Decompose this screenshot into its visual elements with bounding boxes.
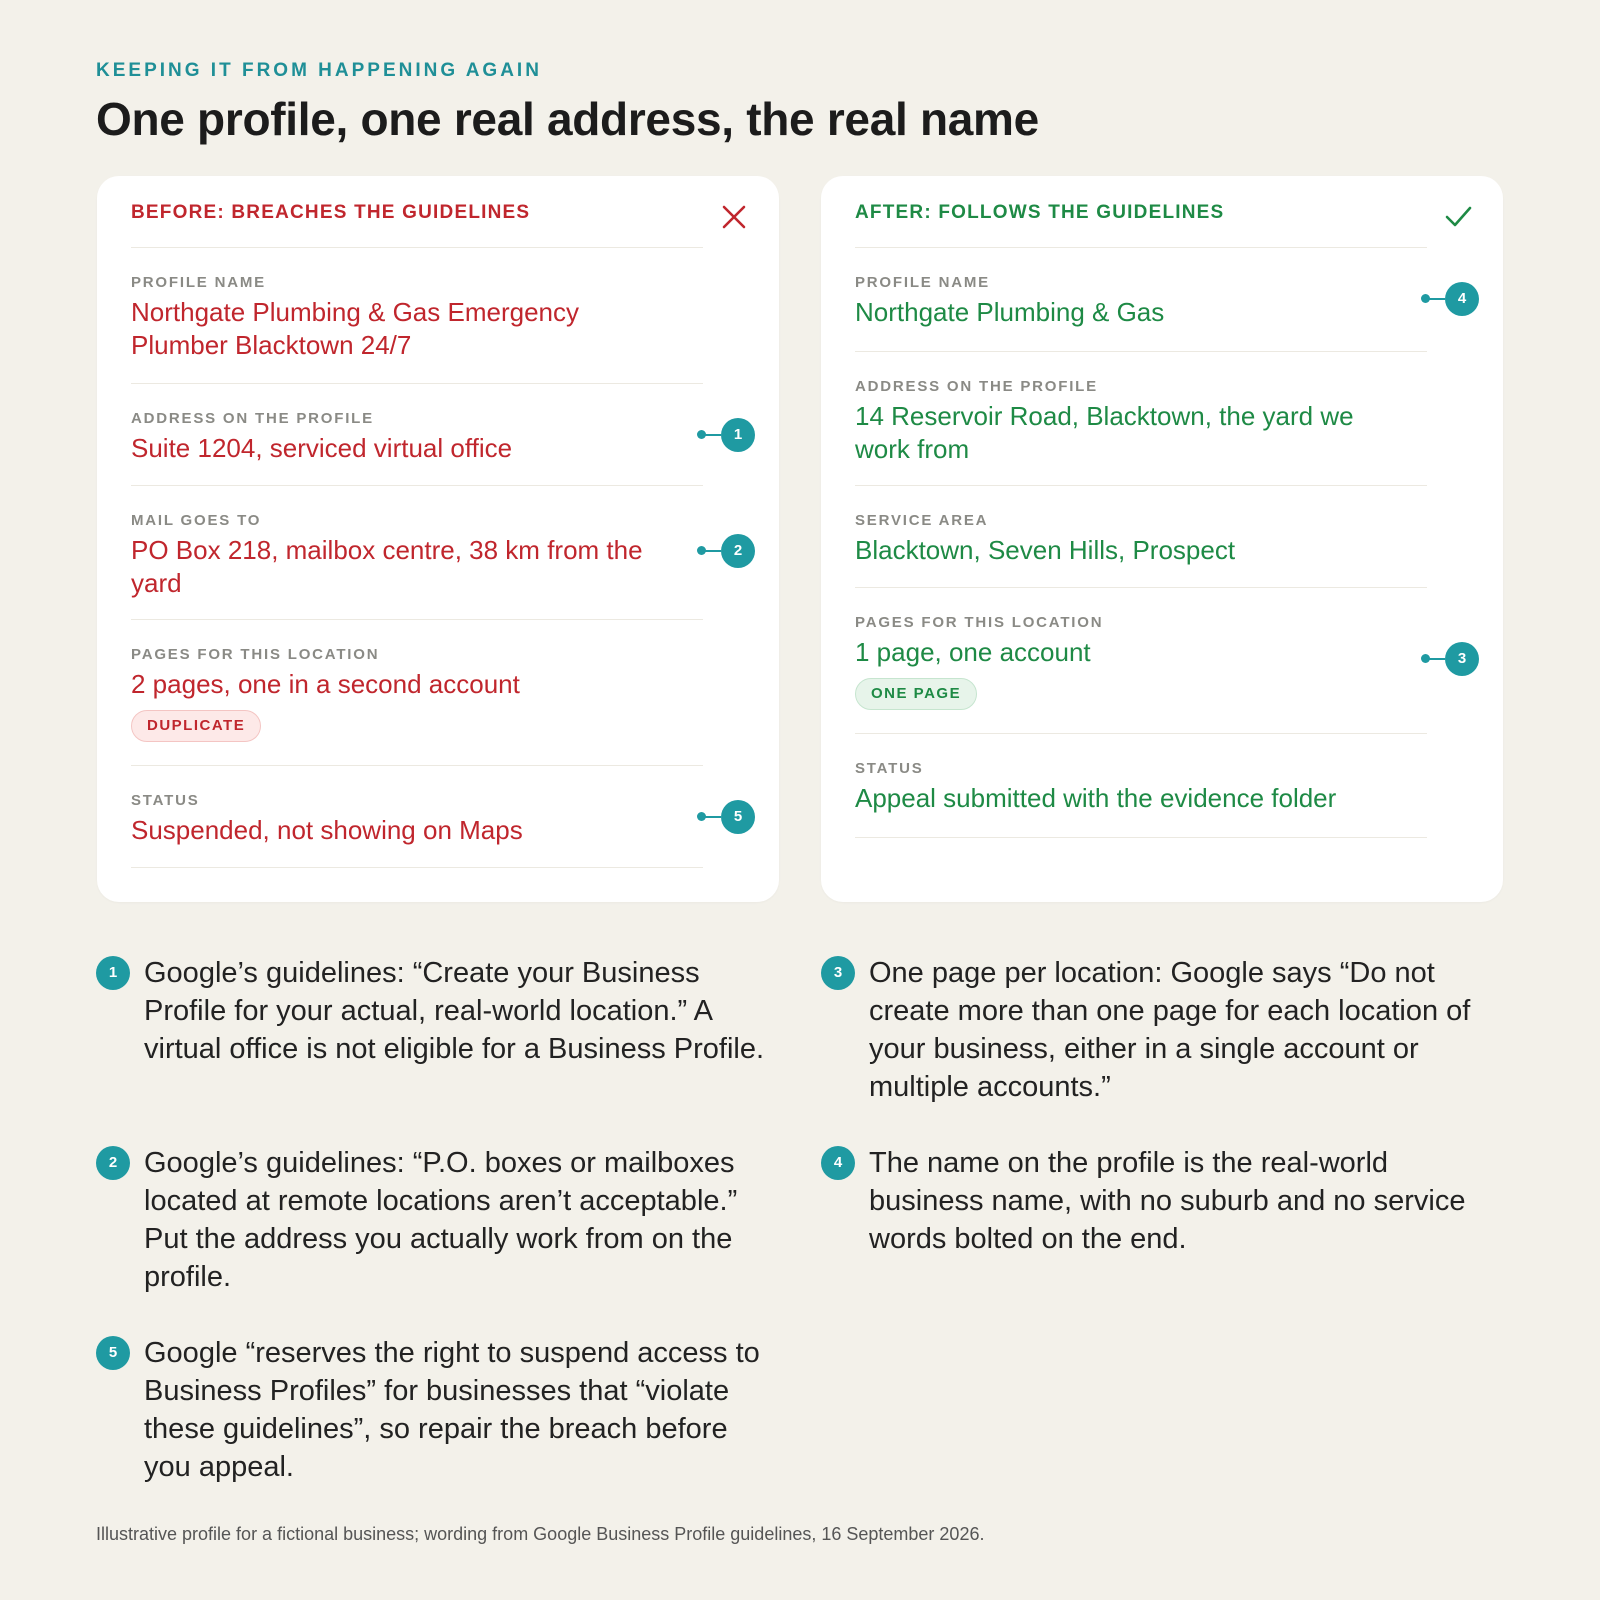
field-value: 2 pages, one in a second account	[131, 669, 520, 699]
before-card-heading: BEFORE: BREACHES THE GUIDELINES	[131, 202, 531, 223]
note-number: 3	[821, 956, 855, 990]
duplicate-badge: DUPLICATE	[131, 710, 261, 742]
before-row-pages	[131, 620, 703, 766]
after-row-profile-name	[855, 248, 1467, 352]
field-label: ADDRESS ON THE PROFILE	[131, 410, 374, 427]
field-value: 14 Reservoir Road, Blacktown, the yard we work from	[855, 401, 1354, 464]
field-label: PROFILE NAME	[855, 274, 990, 291]
note-text: Google’s guidelines: “Create your Business Profile for your actual, real-world location.” A virtual office is not eligible for a Business Profile.	[144, 957, 765, 1065]
one-page-badge: ONE PAGE	[855, 678, 977, 710]
before-row-profile-name	[131, 248, 703, 384]
field-label: PROFILE NAME	[131, 274, 266, 291]
note-number: 5	[96, 1336, 130, 1370]
before-card-header	[131, 202, 703, 248]
callout-number: 3	[1445, 642, 1479, 676]
field-label: MAIL GOES TO	[131, 512, 262, 529]
field-label: STATUS	[855, 760, 924, 777]
note-text: Google’s guidelines: “P.O. boxes or mailboxes located at remote locations aren’t acceptable.” Put the address you actually work from on the profile.	[144, 1147, 738, 1293]
field-label: STATUS	[131, 792, 200, 809]
field-value: Northgate Plumbing & Gas Emergency Plumber Blacktown 24/7	[131, 297, 579, 360]
callout-marker-5	[697, 800, 755, 834]
before-card	[97, 176, 779, 902]
field-value: 1 page, one account	[855, 637, 1091, 667]
page-title: One profile, one real address, the real name	[96, 93, 1039, 145]
after-row-service-area	[855, 486, 1427, 588]
field-value: Appeal submitted with the evidence folder	[855, 783, 1337, 813]
field-value: PO Box 218, mailbox centre, 38 km from the yard	[131, 535, 643, 598]
callout-marker-2	[697, 534, 755, 568]
callout-number: 1	[721, 418, 755, 452]
field-label: ADDRESS ON THE PROFILE	[855, 378, 1098, 395]
callout-marker-1	[697, 418, 755, 452]
note-text: One page per location: Google says “Do not create more than one page for each location of your business, either in a single account or multiple accounts.”	[869, 957, 1471, 1103]
before-row-mail	[131, 486, 743, 620]
after-card-header	[855, 202, 1427, 248]
note-number: 4	[821, 1146, 855, 1180]
field-value: Blacktown, Seven Hills, Prospect	[855, 535, 1236, 565]
before-row-status	[131, 766, 743, 868]
callout-number: 2	[721, 534, 755, 568]
footnote: Illustrative profile for a fictional business; wording from Google Business Profile guidelines, 16 September 2026.	[96, 1524, 985, 1544]
after-row-status	[855, 734, 1427, 838]
note-text: The name on the profile is the real-world business name, with no suburb and no service words bolted on the end.	[869, 1147, 1466, 1255]
after-row-address	[855, 352, 1427, 486]
close-icon	[719, 202, 749, 232]
note-number: 2	[96, 1146, 130, 1180]
field-label: PAGES FOR THIS LOCATION	[131, 646, 380, 663]
before-row-address	[131, 384, 743, 486]
field-label: PAGES FOR THIS LOCATION	[855, 614, 1104, 631]
field-label: SERVICE AREA	[855, 512, 989, 529]
note-number: 1	[96, 956, 130, 990]
callout-number: 5	[721, 800, 755, 834]
callout-marker-4	[1421, 282, 1479, 316]
callout-number: 4	[1445, 282, 1479, 316]
after-card	[821, 176, 1503, 902]
after-card-heading: AFTER: FOLLOWS THE GUIDELINES	[855, 202, 1225, 223]
field-value: Suite 1204, serviced virtual office	[131, 433, 513, 463]
eyebrow: KEEPING IT FROM HAPPENING AGAIN	[96, 60, 542, 81]
note-text: Google “reserves the right to suspend access to Business Profiles” for businesses that “violate these guidelines”, so repair the breach before you appeal.	[144, 1337, 760, 1483]
callout-marker-3	[1421, 642, 1479, 676]
check-icon	[1443, 202, 1473, 232]
field-value: Northgate Plumbing & Gas	[855, 297, 1165, 327]
after-row-pages	[855, 588, 1467, 734]
field-value: Suspended, not showing on Maps	[131, 815, 523, 845]
